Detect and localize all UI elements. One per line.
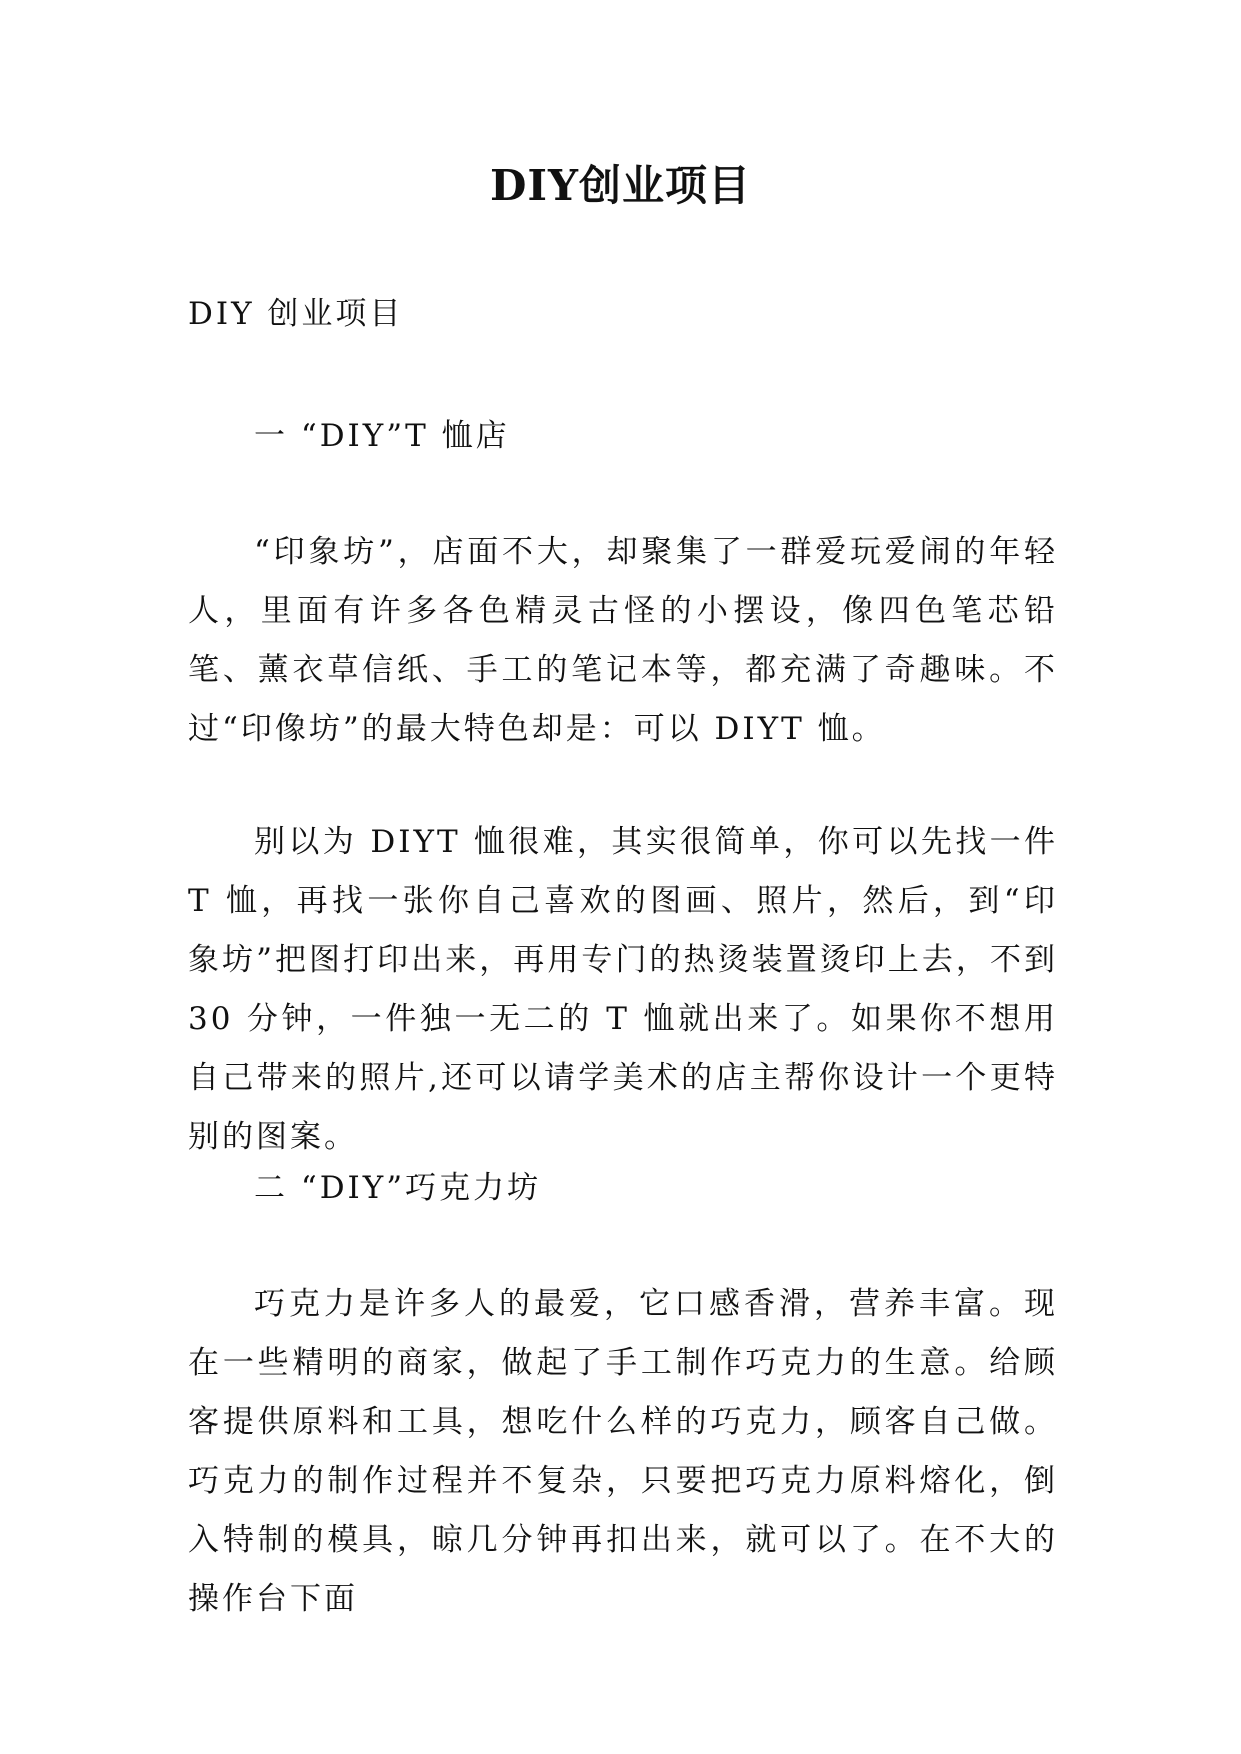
paragraph-3: 巧克力是许多人的最爱，它口感香滑，营养丰富。现在一些精明的商家，做起了手工制作巧克力的生意。给顾客提供原料和工具，想吃什么样的巧克力，顾客自己做。巧克力的制作过程并不复杂，只要把巧克力原料熔化，倒入特制的模具，晾几分钟再扣出来，就可以了。在不大的操作台下面 [188, 1286, 1058, 1617]
paragraph-1: “印象坊”，店面不大，却聚集了一群爱玩爱闹的年轻人，里面有许多各色精灵古怪的小摆设，像四色笔芯铅笔、薰衣草信纸、手工的笔记本等，都充满了奇趣味。不过“印像坊”的最大特色却是：可以 DIYT 恤。 [188, 534, 1058, 747]
document-title: DIY创业项目 [489, 161, 752, 210]
document-subtitle: DIY 创业项目 [188, 296, 404, 332]
paragraph-2: 别以为 DIYT 恤很难，其实很简单，你可以先找一件 T 恤，再找一张你自己喜欢的图画、照片，然后，到“印象坊”把图打印出来，再用专门的热烫装置烫印上去，不到 30 分钟，一件独一无二的 T 恤就出来了。如果你不想用自己带来的照片,还可以请学美术的店主帮你设计一个更特别的图案。 [188, 824, 1058, 1155]
section-heading-1: 一 “DIY”T 恤店 [254, 418, 510, 454]
section-heading-2: 二 “DIY”巧克力坊 [254, 1170, 542, 1206]
